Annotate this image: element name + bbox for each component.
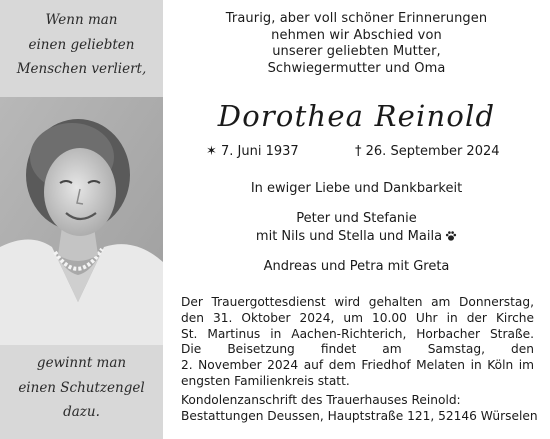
notice-content bbox=[163, 0, 550, 439]
service-info bbox=[181, 295, 534, 390]
condolence-line: Kondolenzanschrift des Trauerhauses Reinold: bbox=[181, 393, 461, 407]
death-date: † 26. September 2024 bbox=[355, 144, 500, 159]
quote-line: einen Schutzengel bbox=[18, 379, 145, 396]
mourners-family-1 bbox=[163, 210, 550, 248]
intro-line: unserer geliebten Mutter, bbox=[272, 44, 441, 59]
quote-line: einen geliebten bbox=[28, 36, 135, 53]
quote-top bbox=[0, 8, 163, 82]
mourners-family-2: Andreas und Petra mit Greta bbox=[263, 259, 450, 274]
portrait-photo bbox=[0, 97, 163, 345]
intro-line: Schwiegermutter und Oma bbox=[267, 60, 446, 76]
service-line: den 31. Oktober 2024, um 10.00 Uhr in der Kirche bbox=[181, 310, 534, 325]
intro-line: Traurig, aber voll schöner Erinnerungen bbox=[225, 11, 488, 26]
birth-date: ✶ 7. Juni 1937 bbox=[206, 144, 299, 159]
service-line: engsten Familienkreis statt. bbox=[181, 373, 350, 388]
dedication-line: In ewiger Liebe und Dankbarkeit bbox=[250, 181, 463, 196]
quote-bottom bbox=[0, 351, 163, 425]
service-line: Die Beisetzung findet am Samstag, den bbox=[181, 342, 534, 357]
quote-line: dazu. bbox=[63, 404, 100, 420]
mourner-line: Peter und Stefanie bbox=[296, 211, 417, 226]
mourner-line-with-icon bbox=[163, 228, 550, 248]
condolence-line: Bestattungen Deussen, Hauptstraße 121, 52146 Würselen bbox=[181, 408, 538, 423]
condolence-address bbox=[181, 393, 538, 425]
quote-line: Menschen verliert, bbox=[16, 61, 147, 77]
intro-text bbox=[163, 11, 550, 77]
service-line: Der Trauergottesdienst wird gehalten am Donnerstag, bbox=[181, 295, 534, 309]
service-line: St. Martinus in Aachen-Richterich, Horbacher Straße. bbox=[181, 326, 534, 341]
deceased-name: Dorothea Reinold bbox=[217, 99, 496, 133]
mourner-line: mit Nils und Stella und Maila bbox=[255, 229, 443, 244]
paw-icon bbox=[445, 230, 457, 248]
service-line: 2. November 2024 auf dem Friedhof Melaten in Köln im bbox=[181, 358, 534, 373]
quote-line: Wenn man bbox=[45, 12, 118, 28]
intro-line: nehmen wir Abschied von bbox=[271, 27, 442, 43]
quote-line: gewinnt man bbox=[36, 355, 127, 371]
sidebar-panel bbox=[0, 0, 163, 439]
